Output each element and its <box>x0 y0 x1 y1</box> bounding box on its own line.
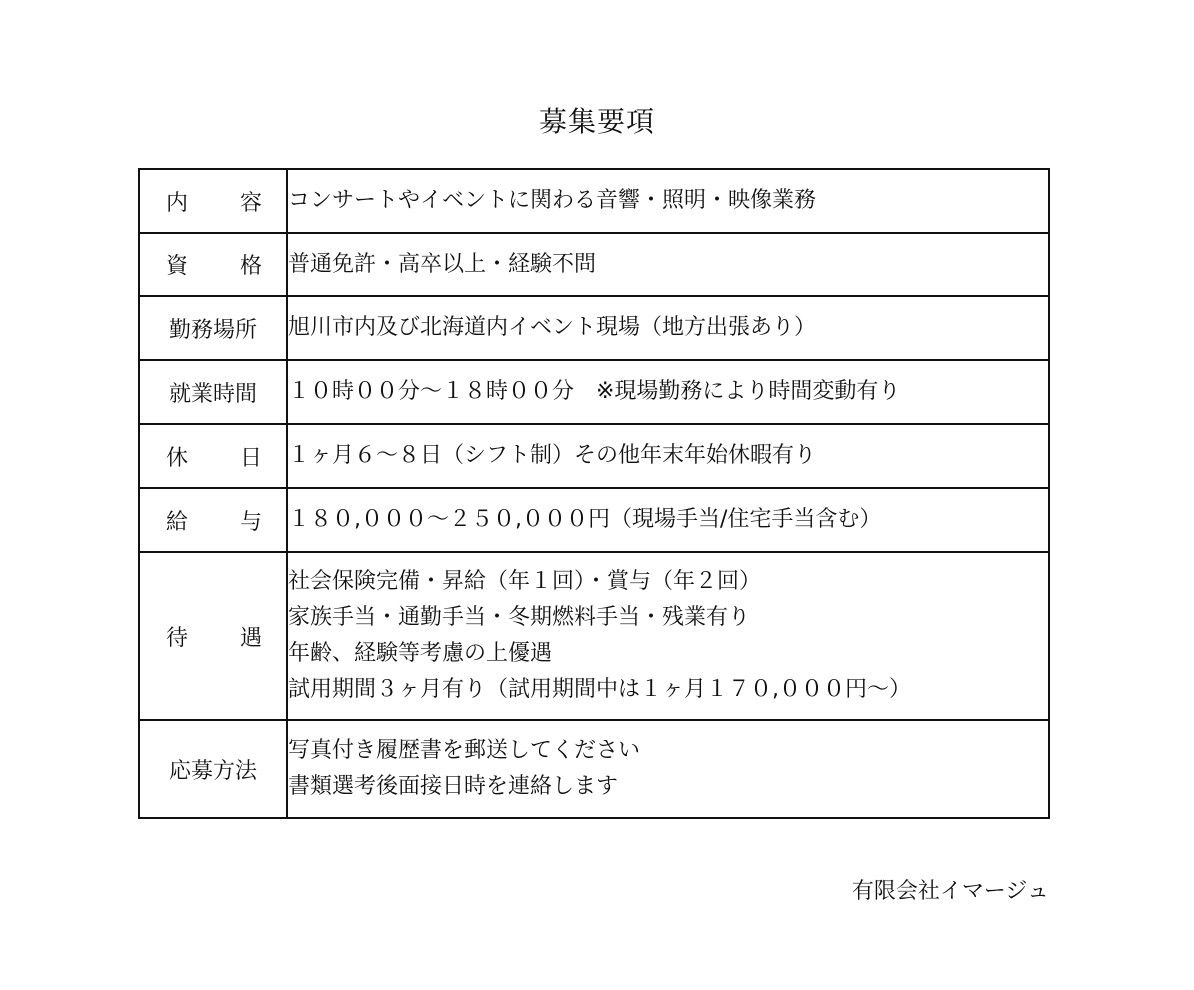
value-line: 家族手当・通勤手当・冬期燃料手当・残業有り <box>288 605 751 630</box>
value-line: １８０,０００〜２５０,０００円（現場手当/住宅手当含む） <box>288 507 882 532</box>
row-value-content <box>287 169 1049 233</box>
label-text: 勤務場所 <box>168 317 257 343</box>
value-line: １ヶ月６〜８日（シフト制）その他年末年始休暇有り <box>288 443 817 468</box>
label-char: 内 <box>166 190 189 216</box>
label-char: 給 <box>166 509 189 535</box>
row-label-content <box>139 169 287 233</box>
value-line: 写真付き履歴書を郵送してください <box>288 738 641 763</box>
row-value-workplace <box>287 296 1049 360</box>
label-text: 就業時間 <box>168 381 257 407</box>
value-line: 普通免許・高卒以上・経験不問 <box>288 251 597 277</box>
label-char: 遇 <box>239 625 262 651</box>
row-label-application <box>139 720 287 818</box>
label-text: 応募方法 <box>168 758 257 784</box>
row-label-salary <box>139 488 287 552</box>
row-label-qualification <box>139 233 287 296</box>
page-title: 募集要項 <box>538 105 655 138</box>
row-value-salary <box>287 488 1049 552</box>
label-char: 日 <box>239 445 262 471</box>
table-row <box>139 488 1049 552</box>
table-row <box>139 360 1049 424</box>
row-value-holidays <box>287 424 1049 488</box>
label-char: 与 <box>239 509 262 535</box>
label-char: 待 <box>166 625 189 651</box>
label-char: 休 <box>166 445 189 471</box>
value-line: １０時００分〜１８時００分 ※現場勤務により時間変動有り <box>288 379 901 404</box>
table-row <box>139 296 1049 360</box>
table-row <box>139 233 1049 296</box>
row-value-benefits <box>287 552 1049 720</box>
table-row <box>139 552 1049 720</box>
table-row <box>139 169 1049 233</box>
label-char: 資 <box>166 254 189 279</box>
label-char: 容 <box>239 190 262 216</box>
label-char: 格 <box>239 254 262 279</box>
row-label-hours <box>139 360 287 424</box>
value-line: 書類選考後面接日時を連絡します <box>288 774 619 799</box>
requirements-table <box>138 168 1050 819</box>
table-row <box>139 720 1049 818</box>
row-value-application <box>287 720 1049 818</box>
row-label-holidays <box>139 424 287 488</box>
table-row <box>139 424 1049 488</box>
row-value-hours <box>287 360 1049 424</box>
value-line: 試用期間３ヶ月有り（試用期間中は１ヶ月１７０,０００円〜） <box>288 677 911 702</box>
value-line: 年齢、経験等考慮の上優遇 <box>288 641 553 666</box>
value-line: 旭川市内及び北海道内イベント現場（地方出張あり） <box>288 315 817 340</box>
company-name: 有限会社イマージュ <box>851 879 1049 904</box>
row-label-workplace <box>139 296 287 360</box>
value-line: 社会保険完備・昇給（年１回）・賞与（年２回） <box>288 569 762 594</box>
value-line: コンサートやイベントに関わる音響・照明・映像業務 <box>288 188 817 213</box>
row-label-benefits <box>139 552 287 720</box>
row-value-qualification <box>287 233 1049 296</box>
